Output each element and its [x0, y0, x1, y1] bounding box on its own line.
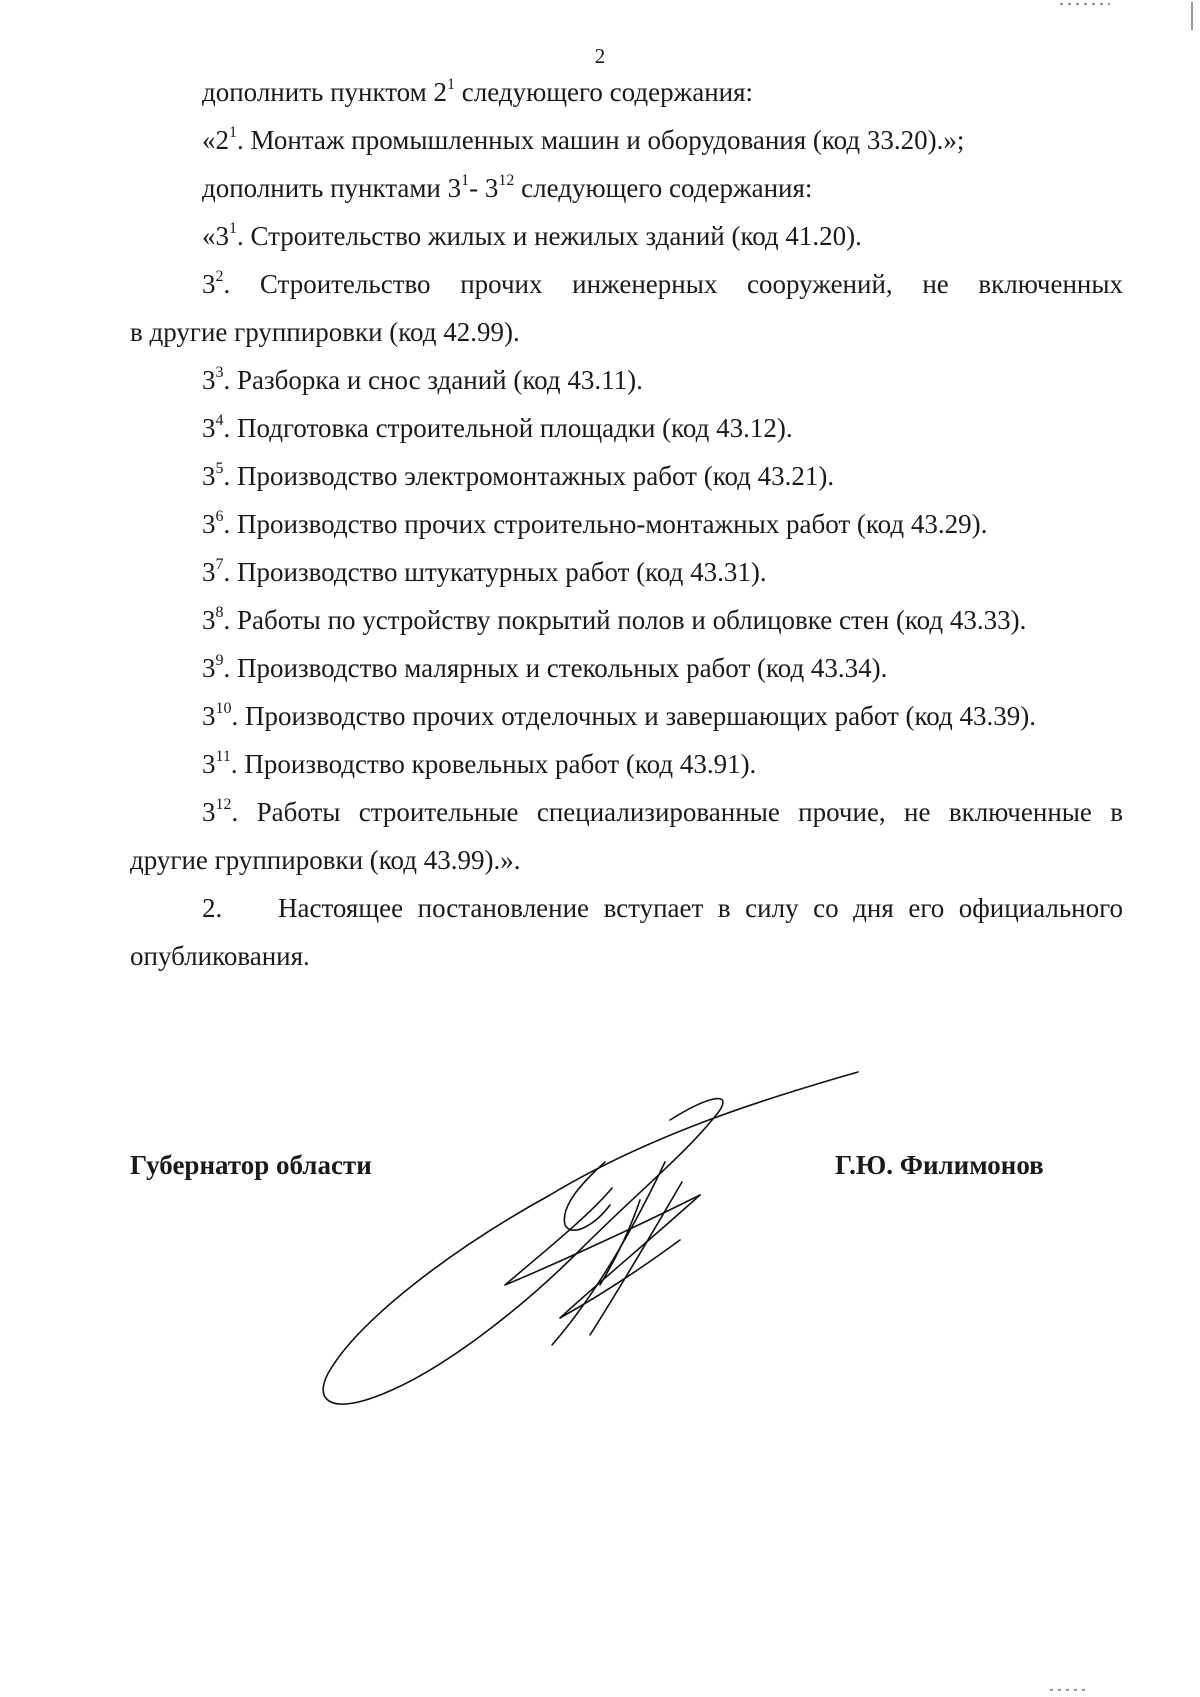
- item-3-12: $3^{12}$. Работы строительные специализированные прочие, не включенные в: [202, 796, 1123, 827]
- item-3-8: $3^8$. Работы по устройству покрытий полов и облицовке стен (код 43.33).: [202, 604, 1027, 635]
- item-3-5: $3^5$. Производство электромонтажных работ (код 43.21).: [202, 460, 835, 491]
- item-3-7: $3^7$. Производство штукатурных работ (код 43.31).: [202, 556, 767, 587]
- item-3-2-continuation: в другие группировки (код 42.99).: [130, 317, 520, 347]
- paragraph-number: 2.: [202, 893, 223, 923]
- item-3-1: «$3^1$. Строительство жилых и нежилых зданий (код 41.20).: [202, 220, 862, 251]
- item-3-11: $3^{11}$. Производство кровельных работ (код 43.91).: [202, 748, 757, 779]
- signatory-name: Г.Ю. Филимонов: [835, 1150, 1044, 1180]
- item-3-9: $3^9$. Производство малярных и стекольных работ (код 43.34).: [202, 652, 888, 683]
- page-number: 2: [594, 44, 606, 68]
- item-3-6: $3^6$. Производство прочих строительно-монтажных работ (код 43.29).: [202, 508, 988, 539]
- item-2-1: «$2^1$. Монтаж промышленных машин и оборудования (код 33.20).»;: [202, 124, 965, 155]
- paragraph-2: 2. Настоящее постановление вступает в силу со дня его официального: [130, 884, 1123, 932]
- item-3-3: $3^3$. Разборка и снос зданий (код 43.11).: [202, 364, 643, 395]
- item-3-4: $3^4$. Подготовка строительной площадки (код 43.12).: [202, 412, 793, 443]
- document-body: [130, 68, 1123, 980]
- item-3-12-continuation: другие группировки (код 43.99).».: [130, 845, 521, 875]
- item-3-2: $3^2$. Строительство прочих инженерных сооружений, не включенных: [202, 268, 1123, 299]
- text-line-amend-3: дополнить пунктами $3^1-$ $3^{12}$ следующего содержания:: [202, 172, 813, 203]
- item-3-10: $3^{10}$. Производство прочих отделочных и завершающих работ (код 43.39).: [202, 700, 1036, 731]
- text-line-amend-2-1: дополнить пунктом $2^1$ следующего содержания:: [202, 76, 754, 107]
- signatory-title: Губернатор области: [130, 1150, 372, 1180]
- paragraph-2-continuation: опубликования.: [130, 941, 310, 971]
